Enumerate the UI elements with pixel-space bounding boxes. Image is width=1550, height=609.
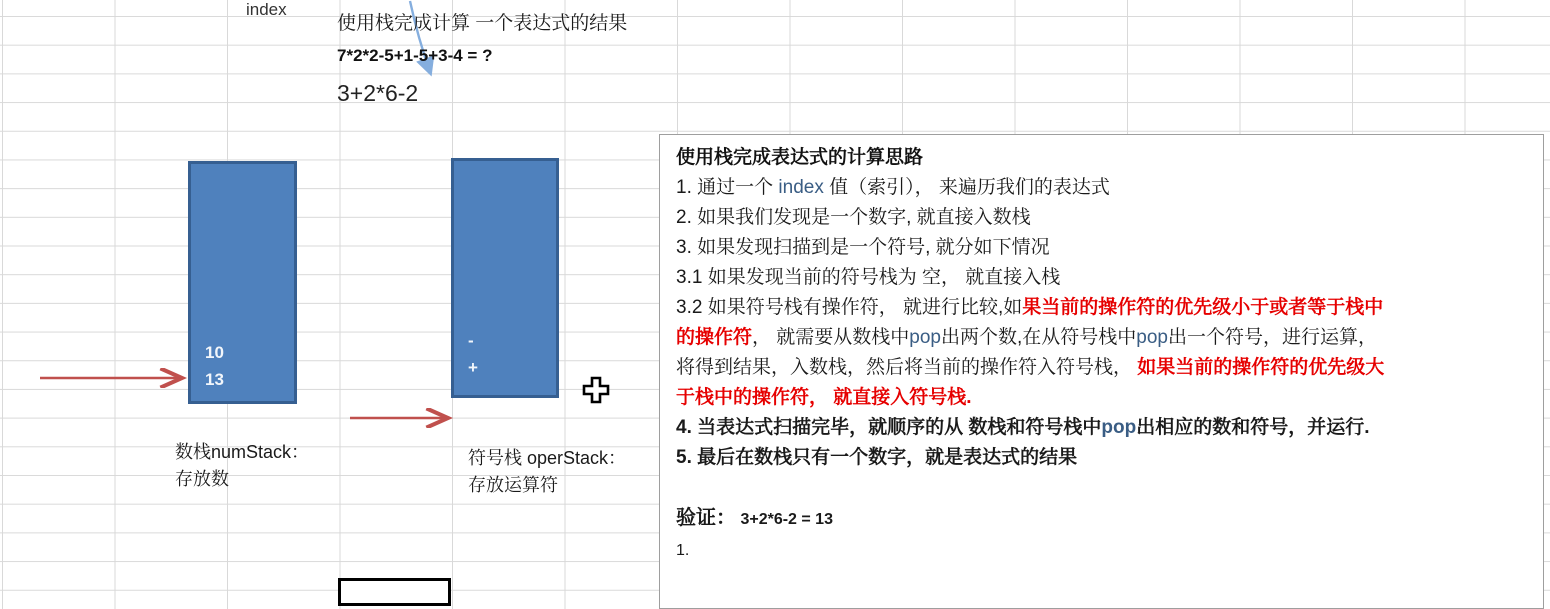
panel-line (676, 173, 1533, 203)
panel-text-segment: 5. 最后在数栈只有一个数字，就是表达式的结果 (676, 447, 1078, 468)
oper-stack-pointer-arrow-icon (346, 408, 460, 428)
panel-line (676, 383, 1533, 413)
panel-text-segment: pop (1136, 327, 1168, 348)
num-stack-label-line2: 存放数 (175, 469, 229, 489)
panel-text-segment: 出两个数,在从符号栈中 (941, 327, 1137, 348)
num-stack-label-line1: 数栈numStack： (175, 442, 310, 462)
oper-stack-label-line1: 符号栈 operStack： (468, 448, 627, 468)
oper-stack-shape[interactable] (451, 158, 559, 398)
panel-line (676, 503, 1533, 535)
expression-task-title: 使用栈完成计算 一个表达式的结果 (337, 13, 628, 34)
stack-value: + (468, 358, 478, 377)
num-stack-shape[interactable] (188, 161, 297, 404)
stack-value: 10 (205, 343, 224, 362)
panel-text-segment: 出一个符号，进行运算， (1167, 327, 1377, 348)
panel-line (676, 203, 1533, 233)
panel-text-segment: 于栈中的操作符， 就直接入符号栈. (676, 387, 972, 408)
oper-stack-label (468, 445, 626, 499)
panel-text-segment: 3.2 如果符号栈有操作符， 就进行比较,如 (676, 297, 1023, 318)
panel-lines (676, 173, 1533, 566)
num-stack-pointer-arrow-icon (36, 368, 194, 388)
panel-line (676, 323, 1533, 353)
panel-text-segment: pop (909, 327, 941, 348)
panel-line (676, 293, 1533, 323)
oper-stack-values (468, 327, 478, 381)
panel-text-segment: 1. (676, 542, 690, 559)
oper-stack-label-line2: 存放运算符 (468, 475, 558, 495)
expression-question: 7*2*2-5+1-5+3-4 = ? (337, 46, 493, 65)
panel-text-segment: 如果当前的操作符的优先级大 (1137, 357, 1385, 378)
num-stack-values (205, 339, 224, 393)
excel-plus-cursor-icon (582, 376, 610, 404)
panel-text-segment: 出相应的数和符号，并运行. (1136, 417, 1370, 438)
panel-text-segment: pop (1101, 417, 1137, 438)
panel-text-segment: index (778, 177, 824, 198)
panel-text-segment: 3. 如果发现扫描到是一个符号, 就分如下情况 (676, 237, 1050, 258)
panel-line (676, 233, 1533, 263)
panel-text-segment: 1. 通过一个 (676, 177, 779, 198)
panel-text-segment: 果当前的操作符的优先级小于或者等于栈中 (1022, 297, 1384, 318)
panel-text-segment: 3+2*6-2 = 13 (736, 511, 833, 528)
expression-current: 3+2*6-2 (337, 80, 419, 106)
selected-cell[interactable] (338, 578, 451, 606)
panel-line (676, 535, 1533, 566)
index-label: index (246, 0, 287, 19)
panel-text-segment: 3.1 如果发现当前的符号栈为 空， 就直接入栈 (676, 267, 1061, 288)
panel-line (676, 263, 1533, 293)
panel-text-segment: 2. 如果我们发现是一个数字, 就直接入数栈 (676, 207, 1031, 228)
panel-text-segment: 值（索引）， 来遍历我们的表达式 (823, 177, 1110, 198)
panel-line (676, 413, 1533, 443)
panel-line (676, 473, 1533, 503)
panel-title: 使用栈完成表达式的计算思路 (676, 147, 924, 168)
stack-value: 13 (205, 370, 224, 389)
panel-text-segment: ， 就需要从数栈中 (752, 327, 910, 348)
panel-text-segment: 的操作符 (676, 327, 753, 348)
panel-text-segment: 4. 当表达式扫描完毕，就顺序的从 数栈和符号栈中 (676, 417, 1102, 438)
panel-line (676, 353, 1533, 383)
panel-line (676, 443, 1533, 473)
panel-text-segment: 验证： (676, 507, 736, 529)
num-stack-label (175, 439, 309, 493)
panel-text-segment: 将得到结果，入数栈，然后将当前的操作符入符号栈， (676, 357, 1138, 378)
stack-value: - (468, 331, 474, 350)
explanation-panel[interactable] (659, 134, 1544, 609)
